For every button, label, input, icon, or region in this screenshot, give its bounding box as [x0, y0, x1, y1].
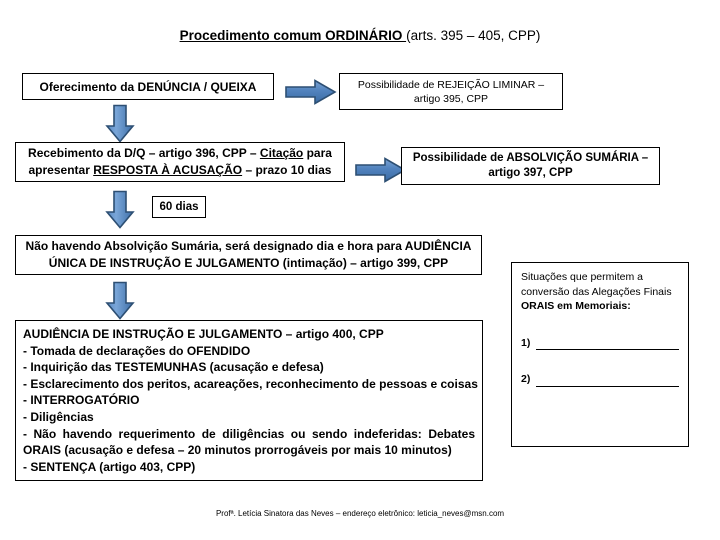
absolvicao-line-1: Possibilidade de ABSOLVIÇÃO SUMÁRIA –: [412, 152, 649, 164]
arrow-right-icon: [355, 157, 407, 183]
conversao-item-1: [521, 336, 679, 351]
recebimento-part-3: – prazo 10 dias: [242, 163, 332, 177]
recebimento-citacao-underline: Citação: [259, 146, 304, 160]
conversao-line-3: ORAIS em Memoriais:: [521, 300, 631, 312]
conversao-heading: [521, 270, 679, 314]
box-recebimento-dq: [15, 142, 345, 182]
box-rejeicao-liminar-label: [340, 78, 562, 106]
page-title: [0, 28, 720, 44]
audiencia-lista-item: - Não havendo requerimento de diligências ou sendo indeferidas: Debates ORAIS (acusação e defesa – 20 minutos prorrogáveis por mais 10 minutos): [23, 426, 475, 458]
conversao-item-2: [521, 372, 679, 387]
arrow-down-icon: [104, 190, 136, 230]
audiencia-lista-item: - Inquirição das TESTEMUNHAS (acusação e defesa): [23, 360, 324, 375]
audiencia-lista-item: - Tomada de declarações do OFENDIDO: [23, 343, 251, 358]
audiencia-lista-item: - SENTENÇA (artigo 403, CPP): [23, 459, 196, 474]
arrow-right-icon: [285, 79, 337, 105]
conversao-item-1-number: 1): [521, 336, 531, 349]
conversao-line-2: conversão das Alegações Finais: [521, 285, 672, 298]
box-absolvicao-sumaria-label: [402, 151, 659, 181]
arrow-down-icon: [104, 104, 136, 144]
box-rejeicao-liminar: [339, 73, 563, 110]
box-designacao-audiencia-label: [16, 238, 481, 272]
arrow-down-icon: [104, 281, 136, 321]
box-prazo-60-dias-label: 60 dias: [159, 201, 199, 213]
box-conversao-alegacoes-finais: [511, 262, 689, 447]
box-designacao-audiencia: [15, 235, 482, 275]
footer-credit: Profª. Letícia Sinatora das Neves – endereço eletrônico: leticia_neves@msn.com: [215, 509, 505, 518]
conversao-item-1-blank-line[interactable]: [536, 338, 679, 350]
absolvicao-line-2: artigo 397, CPP: [488, 167, 573, 179]
box-prazo-60-dias: [152, 196, 206, 218]
recebimento-part-2: para apresentar: [28, 146, 332, 177]
recebimento-resposta-underline: RESPOSTA À ACUSAÇÃO: [93, 163, 243, 177]
audiencia-lista-heading: AUDIÊNCIA DE INSTRUÇÃO E JULGAMENTO – artigo 400, CPP: [23, 327, 384, 341]
rejeicao-line-1: Possibilidade de REJEIÇÃO LIMINAR –: [357, 78, 545, 91]
audiencia-lista-item: - Diligências: [23, 409, 94, 424]
box-oferecimento-denuncia-label: Oferecimento da DENÚNCIA / QUEIXA: [39, 79, 257, 94]
box-absolvicao-sumaria: [401, 147, 660, 185]
conversao-item-2-number: 2): [521, 373, 531, 385]
audiencia-lista-item: - INTERROGATÓRIO: [23, 393, 140, 408]
box-audiencia-instrucao-julgamento: [15, 320, 483, 481]
box-oferecimento-denuncia: [22, 73, 274, 100]
page-title-strong: Procedimento comum ORDINÁRIO: [179, 28, 407, 43]
box-recebimento-dq-label: [16, 145, 344, 179]
page-title-rest: (arts. 395 – 405, CPP): [406, 28, 541, 43]
rejeicao-line-2: artigo 395, CPP: [413, 92, 489, 105]
audiencia-lista-item: - Esclarecimento dos peritos, acareações, reconhecimento de pessoas e coisas: [23, 376, 478, 391]
conversao-item-2-blank-line[interactable]: [536, 375, 679, 387]
designacao-line-1: Não havendo Absolvição Sumária, será designado dia e hora para AUDIÊNCIA: [25, 239, 472, 253]
recebimento-part-1: Recebimento da D/Q – artigo 396, CPP –: [28, 146, 260, 160]
conversao-line-1: Situações que permitem a: [521, 271, 643, 283]
designacao-line-2: ÚNICA DE INSTRUÇÃO E JULGAMENTO (intimação) – artigo 399, CPP: [48, 256, 449, 270]
